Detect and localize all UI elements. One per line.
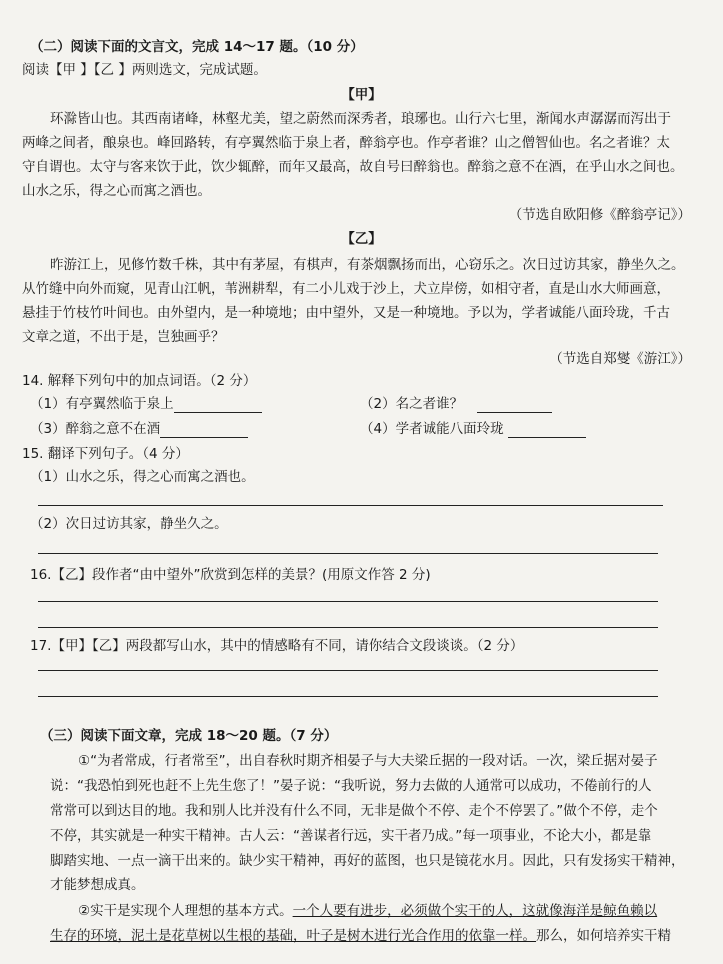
q14-item-1: （1）有亭翼然临于泉上 — [30, 395, 262, 413]
s3-p1-line-4: 不停，其实就是一种实干精神。古人云：“善谋者行远，实干者乃成。”每一项事业，不论大小，都是靠 — [50, 828, 652, 844]
q16-title: 16.【乙】段作者“由中望外”欣赏到怎样的美景？(用原文作答 2 分) — [30, 567, 431, 583]
yi-source: （节选自郑燮《游江》） — [549, 351, 691, 367]
answer-blank[interactable] — [174, 398, 262, 413]
q17-title: 17.【甲】【乙】两段都写山水，其中的情感略有不同，请你结合文段谈谈。（2 分） — [30, 638, 524, 654]
answer-line[interactable] — [38, 505, 663, 506]
section2-header: （二）阅读下面的文言文，完成 14～17 题。（10 分） — [30, 39, 364, 55]
jia-line-2: 两峰之间者，酿泉也。峰回路转，有亭翼然临于泉上者，醉翁亭也。作亭者谁？山之僧智仙也。名之者谁？太 — [22, 135, 670, 151]
s3-p1-line-6: 才能梦想成真。 — [50, 877, 145, 893]
section2-intro: 阅读【甲 】【乙 】两则选文，完成试题。 — [22, 62, 267, 78]
jia-line-1: 环滁皆山也。其西南诸峰，林壑尤美，望之蔚然而深秀者，琅琊也。山行六七里，渐闻水声潺潺而泻出于 — [50, 111, 671, 127]
s3-p2-line-2: 生存的环境，泥土是花草树以生根的基础，叶子是树木进行光合作用的依靠一样。那么，如何培养实干精 — [50, 928, 671, 944]
q15-item-1: （1）山水之乐，得之心而寓之酒也。 — [30, 469, 255, 485]
yi-line-3: 悬挂于竹枝竹叶间也。由外望内，是一种境地；由中望外，又是一种境地。予以为，学者诚能八面玲珑，千古 — [22, 305, 670, 321]
s3-p1-line-3: 常常可以到达目的地。我和别人比并没有什么不同，无非是做个不停、走个不停罢了。”做个不停，走个 — [50, 803, 658, 819]
yi-title: 【乙】 — [341, 231, 382, 247]
q14-item-2: （2）名之者谁？ — [360, 395, 552, 413]
answer-line[interactable] — [38, 670, 658, 671]
yi-line-1: 昨游江上，见修竹数千株，其中有茅屋，有棋声，有茶烟飘扬而出，心窃乐之。次日过访其家，静坐久之。 — [50, 257, 685, 273]
answer-line[interactable] — [38, 601, 658, 602]
q15-item-2: （2）次日过访其家，静坐久之。 — [30, 516, 228, 532]
q14-title: 14. 解释下列句中的加点词语。（2 分） — [22, 373, 257, 389]
jia-source: （节选自欧阳修《醉翁亭记》） — [508, 207, 691, 223]
answer-blank[interactable] — [477, 398, 552, 413]
q14-item-4: （4）学者诚能八面玲珑 — [360, 420, 586, 438]
s3-p1-line-1: ①“为者常成，行者常至”，出自春秋时期齐相晏子与大夫梁丘据的一段对话。一次，梁丘据对晏子 — [78, 753, 658, 769]
answer-blank[interactable] — [160, 423, 248, 438]
q14-item-3: （3）醉翁之意不在酒 — [30, 420, 248, 438]
s3-p1-line-5: 脚踏实地、一点一滴干出来的。缺少实干精神，再好的蓝图，也只是镜花水月。因此，只有发扬实干精神， — [50, 853, 685, 869]
yi-line-2: 从竹缝中向外而窥，见青山江帆，苇洲耕犁，有二小儿戏于沙上，犬立岸傍，如相守者，直是山水大师画意， — [22, 281, 670, 297]
answer-blank[interactable] — [508, 423, 586, 438]
s3-p1-line-2: 说：“我恐怕到死也赶不上先生您了！”晏子说：“我听说，努力去做的人通常可以成功，不倦前行的人 — [50, 778, 652, 794]
answer-line[interactable] — [38, 627, 658, 628]
yi-line-4: 文章之道，不出于是，岂独画乎？ — [22, 329, 225, 345]
q15-title: 15. 翻译下列句子。（4 分） — [22, 446, 189, 462]
jia-line-3: 守自谓也。太守与客来饮于此，饮少辄醉，而年又最高，故自号曰醉翁也。醉翁之意不在酒，在乎山水之间也。 — [22, 159, 684, 175]
answer-line[interactable] — [38, 553, 658, 554]
s3-p2-line-1: ②实干是实现个人理想的基本方式。一个人要有进步，必须做个实干的人，这就像海洋是鲸鱼赖以 — [78, 903, 658, 919]
jia-line-4: 山水之乐，得之心而寓之酒也。 — [22, 183, 211, 199]
answer-line[interactable] — [38, 696, 658, 697]
section3-header: （三）阅读下面文章，完成 18～20 题。（7 分） — [40, 728, 338, 744]
jia-title: 【甲】 — [341, 87, 382, 103]
